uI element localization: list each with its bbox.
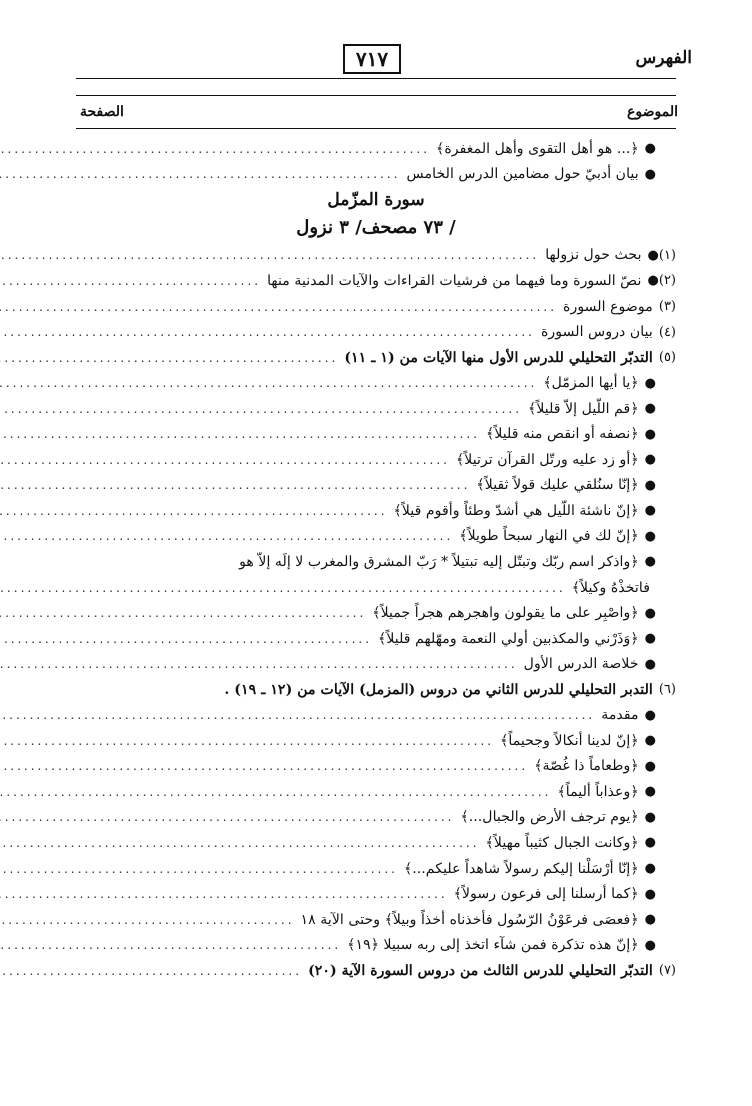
dot-leader <box>0 453 450 467</box>
toc-entry <box>76 575 676 601</box>
entry-title: ﴿وعذاباً أليماً﴾ <box>557 783 639 800</box>
dot-leader <box>0 657 518 671</box>
toc-entry <box>76 932 676 958</box>
toc-entry <box>76 396 676 422</box>
entry-marker: (٢)● <box>647 273 676 289</box>
toc-entry <box>76 370 676 396</box>
entry-title: بحث حول نزولها <box>545 247 642 264</box>
entry-title: موضوع السورة <box>563 298 653 315</box>
entry-marker: ● <box>644 166 656 182</box>
entry-marker: ● <box>644 141 656 157</box>
dot-leader <box>0 300 557 314</box>
toc-entry <box>76 549 676 575</box>
entry-title: ﴿وطعاماً ذا غُصّة﴾ <box>534 758 639 775</box>
toc-entry <box>76 958 676 984</box>
section-heading-text: / ٧٣ مصحف/ ٣ نزول <box>296 217 456 239</box>
entry-marker: ● <box>644 835 656 851</box>
entry-marker: ● <box>644 528 656 544</box>
entry-marker: ● <box>644 937 656 953</box>
toc-entry <box>76 473 676 499</box>
running-title: الفهرس <box>635 48 692 68</box>
column-heading-rule <box>76 128 676 129</box>
dot-leader <box>0 913 295 927</box>
toc-entry <box>76 600 676 626</box>
entry-title: بيان دروس السورة <box>540 324 653 341</box>
entry-marker: ● <box>644 554 656 570</box>
entry-title: التدبر التحليلي للدرس الثاني من دروس (المزمل) الآيات من (١٢ ـ ١٩) . <box>224 681 653 698</box>
entry-marker: ● <box>644 912 656 928</box>
toc-entry <box>76 830 676 856</box>
entry-title: ﴿فعصَى فرعَوْنُ الرّسُول فأخذناه أخذاً وبيلاً﴾ وحتى الآية ١٨ <box>300 911 639 928</box>
dot-leader <box>0 836 480 850</box>
toc-entry <box>76 447 676 473</box>
entry-title: ﴿قم اللّيل إلاّ قليلاً﴾ <box>528 400 639 417</box>
dot-leader <box>0 351 338 365</box>
dot-leader <box>0 581 566 595</box>
dot-leader <box>0 734 494 748</box>
dot-leader <box>0 810 454 824</box>
entry-title: ﴿وَذَرْني والمكذبين أولي النعمة ومهّلهم قليلاً﴾ <box>378 630 639 647</box>
dot-leader <box>0 938 341 952</box>
entry-marker: (١)● <box>647 247 676 263</box>
entry-title: ﴿إنّا أرْسَلْنا إليكم رسولاً شاهداً عليكم...﴾ <box>403 860 639 877</box>
dot-leader <box>0 248 539 262</box>
entry-marker: ● <box>644 503 656 519</box>
section-heading-text: سورة المزّمل <box>327 189 425 210</box>
dot-leader <box>0 606 366 620</box>
toc-entry <box>76 243 676 269</box>
entry-marker: ● <box>644 426 656 442</box>
entry-title: ﴿يا أيها المزمّل﴾ <box>543 375 639 392</box>
dot-leader <box>0 376 537 390</box>
dot-leader <box>0 964 302 978</box>
entry-title: ﴿إنّا سنُلقي عليك قولاً ثقيلاً﴾ <box>476 477 639 494</box>
entry-marker: ● <box>644 886 656 902</box>
entry-title: مقدمة <box>601 707 639 724</box>
entry-marker: ● <box>644 452 656 468</box>
toc-entry <box>76 754 676 780</box>
entry-marker: (٣) <box>658 299 676 314</box>
toc-entry <box>76 498 676 524</box>
toc-entry <box>76 881 676 907</box>
section-heading <box>76 213 676 243</box>
dot-leader <box>0 632 372 646</box>
entry-marker: ● <box>644 861 656 877</box>
entry-title: ﴿كما أرسلنا إلى فرعون رسولاً﴾ <box>453 886 639 903</box>
entry-title: ﴿إنّ لك في النهار سبحاً طويلاً﴾ <box>459 528 639 545</box>
entry-marker: (٤) <box>658 324 676 340</box>
entry-title: فاتخذْهُ وكيلاً﴾ <box>571 579 650 596</box>
entry-title: ﴿أو زد عليه ورتّل القرآن ترتيلاً﴾ <box>455 451 639 468</box>
dot-leader <box>0 167 400 181</box>
toc-entries <box>76 136 676 984</box>
dot-leader <box>0 427 480 441</box>
toc-entry <box>76 345 676 371</box>
entry-title: بيان أدبيّ حول مضامين الدرس الخامس <box>406 166 639 183</box>
entry-title: ﴿نصفه أو انقص منه قليلاً﴾ <box>486 426 639 443</box>
entry-marker: ● <box>644 605 656 621</box>
dot-leader <box>0 478 470 492</box>
column-heading-topic: الموضوع <box>627 104 678 120</box>
entry-marker: ● <box>644 375 656 391</box>
dot-leader <box>0 142 430 156</box>
dot-leader <box>0 529 453 543</box>
entry-title: التدبّر التحليلي للدرس الأول منها الآيات من (١ ـ ١١) <box>344 349 653 366</box>
entry-marker: (٥) <box>658 350 676 366</box>
entry-marker: (٦) <box>658 682 676 698</box>
toc-entry <box>76 319 676 345</box>
entry-marker: ● <box>644 477 656 493</box>
dot-leader <box>0 274 261 288</box>
dot-leader <box>0 708 595 722</box>
entry-title: نصّ السورة وما فيهما من فرشيات القراءات والآيات المدنية منها <box>267 272 642 289</box>
toc-entry <box>76 805 676 831</box>
toc-entry <box>76 162 676 188</box>
toc-entry <box>76 728 676 754</box>
dot-leader <box>0 759 528 773</box>
entry-title: ﴿إنّ ناشئة اللّيل هي أشدّ وطئاً وأقوم قيلاً﴾ <box>393 502 639 519</box>
entry-title: ﴿واصْبِر على ما يقولون واهجرهم هجراً جميلاً﴾ <box>372 605 639 622</box>
entry-title: ﴿... هو أهل التقوى وأهل المغفرة﴾ <box>436 140 639 157</box>
toc-entry <box>76 421 676 447</box>
entry-marker: ● <box>644 809 656 825</box>
dot-leader <box>0 504 388 518</box>
dot-leader <box>0 402 522 416</box>
entry-title: خلاصة الدرس الأول <box>523 656 639 673</box>
dot-leader <box>0 862 398 876</box>
entry-title: ﴿يوم ترجف الأرض والجبال...﴾ <box>460 809 639 826</box>
toc-entry <box>76 856 676 882</box>
toc-entry <box>76 651 676 677</box>
page-number: ٧١٧ <box>343 44 401 74</box>
column-heading-page: الصفحة <box>80 104 124 120</box>
toc-entry <box>76 677 676 703</box>
dot-leader <box>0 785 551 799</box>
toc-entry <box>76 294 676 320</box>
toc-entry <box>76 702 676 728</box>
entry-title: ﴿إنّ هذه تذكرة فمن شآء اتخذ إلى ربه سبيلا ﴿١٩﴾ <box>347 937 639 954</box>
toc-entry <box>76 779 676 805</box>
dot-leader <box>0 325 535 339</box>
entry-title: ﴿إنّ لدينا أنكالاً وجحيماً﴾ <box>500 732 639 749</box>
entry-marker: ● <box>644 733 656 749</box>
toc-entry <box>76 907 676 933</box>
entry-marker: ● <box>644 401 656 417</box>
dot-leader <box>0 887 448 901</box>
toc-entry <box>76 524 676 550</box>
entry-title: ﴿وكانت الجبال كثيباً مهيلاً﴾ <box>485 834 639 851</box>
entry-marker: ● <box>644 656 656 672</box>
entry-marker: ● <box>644 784 656 800</box>
header-rule <box>76 78 676 79</box>
entry-marker: ● <box>644 631 656 647</box>
header-rule-secondary <box>76 95 676 96</box>
entry-title: ﴿واذكر اسم ربّك وتبتّل إليه تبتيلاً * رَبّ المشرق والمغرب لا إلَه إلاّ هو <box>239 553 639 570</box>
toc-entry <box>76 268 676 294</box>
section-heading <box>76 187 676 213</box>
entry-marker: ● <box>644 707 656 723</box>
entry-marker: (٧) <box>658 963 676 979</box>
toc-entry <box>76 626 676 652</box>
entry-title: التدبّر التحليلي للدرس الثالث من دروس السورة الآية (٢٠) <box>308 962 653 979</box>
toc-entry <box>76 136 676 162</box>
entry-marker: ● <box>644 758 656 774</box>
